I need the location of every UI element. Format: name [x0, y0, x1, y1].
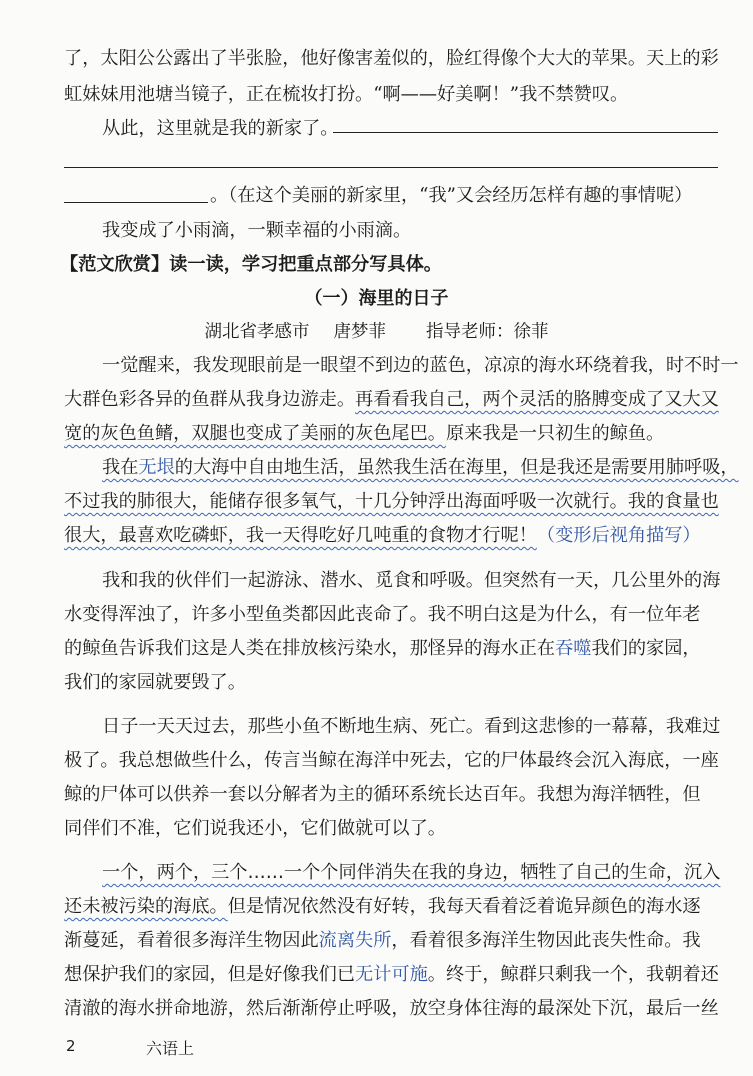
para5-line-3-b: ，看着很多海洋生物因此丧失性命。我 [391, 930, 701, 951]
para5-line-4 [64, 963, 719, 987]
para5-line-3-a: 渐蔓延，看着很多海洋生物因此 [64, 930, 319, 951]
byline-author: 唐梦菲 [333, 322, 386, 342]
para2-line-1 [102, 456, 739, 480]
intro-line-2: 虹妹妹用池塘当镜子，正在梳妆打扮。“啊——好美啊！”我不禁赞叹。 [64, 84, 629, 105]
intro-line-1: 了，太阳公公露出了半张脸，他好像害羞似的，脸红得像个大大的苹果。天上的彩 [64, 48, 719, 69]
para5-underlined: 还未被污染的海底。 [64, 896, 228, 917]
para5-line-2-rest: 但是情况依然没有好转，我每天看着泛着诡异颜色的海水逐 [227, 896, 701, 917]
intro-raindrop-line: 我变成了小雨滴，一颗幸福的小雨滴。 [102, 220, 412, 241]
para5-line-3 [64, 929, 701, 953]
blank-line-1 [333, 132, 718, 133]
para5-line-5: 清澈的海水拼命地游，然后渐渐停止呼吸，放空身体往海的最深处下沉，最后一丝 [64, 998, 719, 1019]
para4-line-3: 鲸的尸体可以供养一套以分解者为主的循环系统长达百年。我想为海洋牺牲，但 [64, 784, 701, 805]
para5-line-2 [64, 895, 701, 919]
para5-word-liulishisuo: 流离失所 [318, 930, 392, 951]
para1-line-2 [64, 388, 719, 412]
para2-text-a: 我在 [102, 457, 139, 478]
blank-line-2 [64, 167, 718, 168]
para4-line-2: 极了。我总想做些什么，传言当鲸在海洋中死去，它的尸体最终会沉入海底，一座 [64, 750, 719, 771]
byline-place: 湖北省孝感市 [204, 322, 310, 342]
para2-text-b: 的大海中自由地生活，虽然我生活在海里，但是我还是需要用肺呼吸， [174, 457, 739, 478]
section-bracket-label: 【范文欣赏】 [60, 254, 170, 275]
para3-line-1: 我和我的伙伴们一起游泳、潜水、觅食和呼吸。但突然有一天，几公里外的海 [102, 570, 721, 591]
para2-line-2: 不过我的肺很大，能储存很多氧气，十几分钟浮出海面呼吸一次就行。我的食量也 [64, 491, 719, 512]
essay-title: （一）海里的日子 [304, 288, 449, 309]
essay-byline [0, 320, 753, 344]
para3-line-4: 我们的家园就要毁了。 [64, 672, 246, 693]
para3-word-tunshi: 吞噬 [555, 638, 592, 659]
para3-line-3-a: 的鲸鱼告诉我们这是人类在排放核污染水，那怪异的海水正在 [64, 638, 556, 659]
para2-line-3-text: 很大，最喜欢吃磷虾，我一天得吃好几吨重的食物才行呢！ [64, 525, 537, 546]
book-label: 六语上 [146, 1039, 195, 1058]
para2-line-3 [64, 524, 701, 548]
para3-line-2: 水变得浑浊了，许多小型鱼类都因此丧命了。我不明白这是为什么，有一位年老 [64, 604, 701, 625]
page-number: 2 [66, 1037, 76, 1055]
para1-line-2-text: 大群色彩各异的鱼群从我身边游走。 [64, 389, 356, 410]
byline-teacher: 指导老师：徐菲 [426, 322, 549, 342]
writing-hint: 。（在这个美丽的新家里，“我”又会经历怎样有趣的事情呢） [210, 185, 693, 206]
para1-line-3 [64, 422, 664, 446]
para1-line-3-rest: 原来我是一只初生的鲸鱼。 [445, 423, 665, 444]
para5-word-wujikeshi: 无计可施 [355, 964, 428, 985]
para2-word-wuyin: 无垠 [138, 457, 175, 478]
para5-line-4-b: 。终于，鲸群只剩我一个，我朝着还 [427, 964, 719, 985]
para1-line-1: 一觉醒来，我发现眼前是一眼望不到边的蓝色，凉凉的海水环绕着我，时不时一 [102, 355, 739, 376]
blank-line-3 [64, 202, 208, 203]
para1-underlined-2: 宽的灰色鱼鳍，双腿也变成了美丽的灰色尾巴。 [64, 423, 446, 444]
para3-line-3-b: 我们的家园， [591, 638, 701, 659]
intro-new-home-line: 从此，这里就是我的新家了。 [102, 118, 339, 139]
section-instruction: 读一读，学习把重点部分写具体。 [169, 254, 442, 275]
section-heading [60, 253, 442, 277]
para4-line-4: 同伴们不准，它们说我还小，它们做就可以了。 [64, 818, 446, 839]
para5-line-4-a: 想保护我们的家园，但是好像我们已 [64, 964, 356, 985]
para5-line-1: 一个，两个，三个……一个个同伴消失在我的身边，牺牲了自己的生命，沉入 [102, 862, 721, 883]
para3-line-3 [64, 637, 701, 661]
para1-underlined-1: 再看看我自己，两个灵活的胳膊变成了又大又 [355, 389, 719, 410]
para4-line-1: 日子一天天过去，那些小鱼不断地生病、死亡。看到这悲惨的一幕幕，我难过 [102, 716, 721, 737]
annotation-note: （变形后视角描写） [536, 525, 701, 546]
